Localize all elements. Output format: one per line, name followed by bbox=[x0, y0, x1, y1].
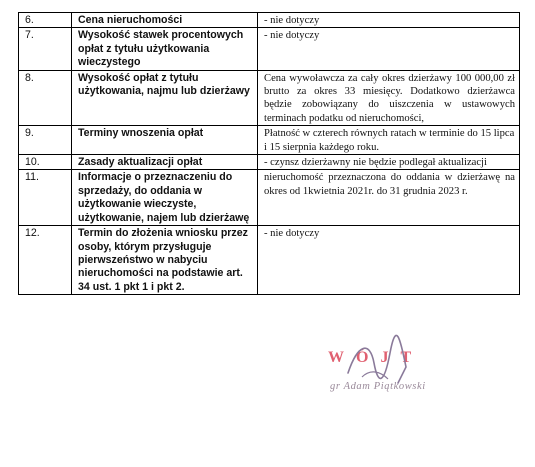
table-row bbox=[19, 13, 520, 28]
table-row bbox=[19, 28, 520, 70]
row-value: Cena wywoławcza za cały okres dzierżawy 100 000,00 zł brutto za okres 33 miesięcy. Dodatkowo dzierżawca będzie zobowiązany do uiszczenia w ustawowych terminach podatku od nieruchomości, bbox=[258, 70, 520, 126]
row-value: - czynsz dzierżawny nie będzie podlegał aktualizacji bbox=[258, 155, 520, 170]
table-row bbox=[19, 155, 520, 170]
row-number: 7. bbox=[19, 28, 72, 70]
property-info-table bbox=[18, 12, 520, 295]
row-value: nieruchomość przeznaczona do oddania w dzierżawę na okres od 1kwietnia 2021r. do 31 grudnia 2023 r. bbox=[258, 170, 520, 226]
row-value: - nie dotyczy bbox=[258, 13, 520, 28]
stamp-title: WÓJT bbox=[328, 349, 424, 366]
row-label: Wysokość stawek procentowych opłat z tytułu użytkowania wieczystego bbox=[72, 28, 258, 70]
stamp-name: gr Adam Piątkowski bbox=[330, 381, 426, 392]
row-number: 12. bbox=[19, 226, 72, 295]
row-number: 8. bbox=[19, 70, 72, 126]
table-row bbox=[19, 226, 520, 295]
row-number: 6. bbox=[19, 13, 72, 28]
row-value: - nie dotyczy bbox=[258, 28, 520, 70]
row-value: Płatność w czterech równych ratach w terminie do 15 lipca i 15 sierpnia każdego roku. bbox=[258, 126, 520, 155]
wojt-stamp bbox=[300, 335, 480, 405]
row-label: Informacje o przeznaczeniu do sprzedaży, do oddania w użytkowanie wieczyste, użytkowanie, najem lub dzierżawę bbox=[72, 170, 258, 226]
row-number: 10. bbox=[19, 155, 72, 170]
row-number: 11. bbox=[19, 170, 72, 226]
row-label: Zasady aktualizacji opłat bbox=[72, 155, 258, 170]
table-row bbox=[19, 126, 520, 155]
table-row bbox=[19, 170, 520, 226]
row-value: - nie dotyczy bbox=[258, 226, 520, 295]
row-label: Wysokość opłat z tytułu użytkowania, najmu lub dzierżawy bbox=[72, 70, 258, 126]
row-label: Terminy wnoszenia opłat bbox=[72, 126, 258, 155]
row-label: Termin do złożenia wniosku przez osoby, którym przysługuje pierwszeństwo w nabyciu nieruchomości na podstawie art. 34 ust. 1 pkt 1 i pkt 2. bbox=[72, 226, 258, 295]
table-row bbox=[19, 70, 520, 126]
row-label: Cena nieruchomości bbox=[72, 13, 258, 28]
row-number: 9. bbox=[19, 126, 72, 155]
